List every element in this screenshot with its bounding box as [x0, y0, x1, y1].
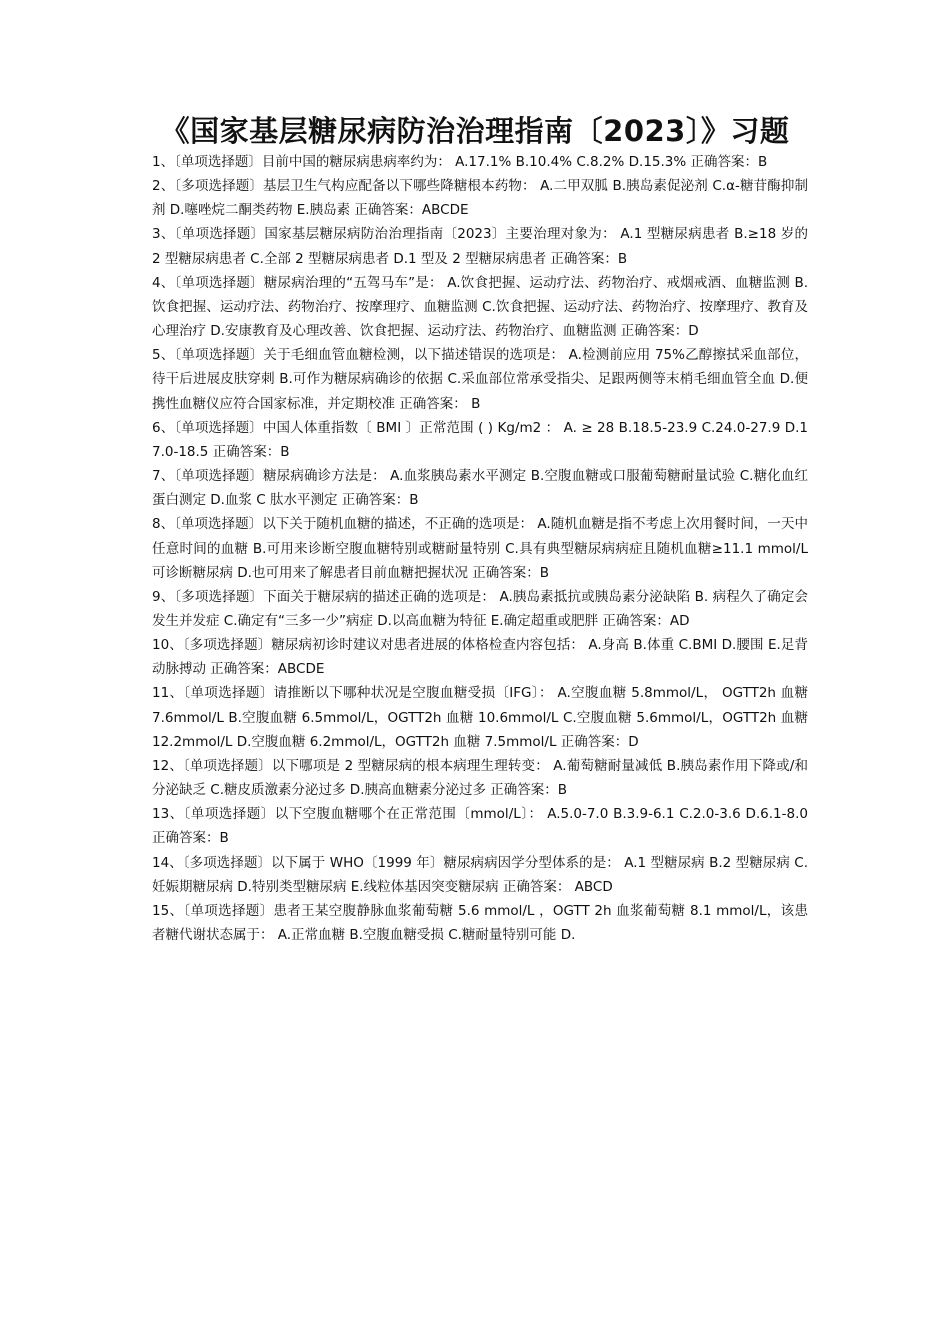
- document-title: 《国家基层糖尿病防治治理指南〔2023〕》习题: [160, 114, 790, 149]
- question-item: 6、〔单项选择题〕中国人体重指数〔 BMI 〕正常范围 ( ) Kg/m2 ： A. ≥ 28 B.18.5-23.9 C.24.0-27.9 D.17.0-18.5 正确答案：B: [152, 419, 808, 460]
- question-item: 5、〔单项选择题〕关于毛细血管血糖检测，以下描述错误的选项是： A.检测前应用 75%乙醇擦拭采血部位，待干后进展皮肤穿刺 B.可作为糖尿病确诊的依据 C.采血部位常承受指尖、足跟两侧等末梢毛细血管全血 D.便携性血糖仪应符合国家标准，并定期校准 正确答案： B: [152, 347, 808, 412]
- question-item: 12、〔单项选择题〕以下哪项是 2 型糖尿病的根本病理生理转变： A.葡萄糖耐量减低 B.胰岛素作用下降或/和分泌缺乏 C.糖皮质激素分泌过多 D.胰高血糖素分泌过多 正确答案：B: [152, 757, 808, 799]
- question-item: 2、〔多项选择题〕基层卫生气构应配备以下哪些降糖根本药物： A.二甲双胍 B.胰岛素促泌剂 C.α-糖苷酶抑制剂 D.噻唑烷二酮类药物 E.胰岛素 正确答案：ABCDE: [152, 178, 808, 219]
- question-item: 11、〔单项选择题〕请推断以下哪种状况是空腹血糖受损〔IFG〕： A.空腹血糖 5.8mmol/L， OGTT2h 血糖 7.6mmol/L B.空腹血糖 6.5mmol/L，OGTT2h 血糖 10.6mmol/L C.空腹血糖 5.6mmol/L，OGTT2h 血糖 12.2mmol/L D.空腹血糖 6.2mmol/L，OGTT2h 血糖 7.5mmol/L 正确答案：D: [152, 685, 808, 750]
- question-item: 9、〔多项选择题〕下面关于糖尿病的描述正确的选项是： A.胰岛素抵抗或胰岛素分泌缺陷 B. 病程久了确定会发生并发症 C.确定有“三多一少”病症 D.以高血糖为特征 E.确定超重或肥胖 正确答案：AD: [152, 588, 808, 629]
- question-item: 1、〔单项选择题〕目前中国的糖尿病患病率约为： A.17.1% B.10.4% C.8.2% D.15.3% 正确答案：B: [152, 154, 768, 170]
- question-item: 10、〔多项选择题〕糖尿病初诊时建议对患者进展的体格检查内容包括： A.身高 B.体重 C.BMI D.腰围 E.足背动脉搏动 正确答案：ABCDE: [152, 637, 808, 678]
- question-list: [152, 150, 808, 947]
- question-item: 13、〔单项选择题〕以下空腹血糖哪个在正常范围〔mmol/L〕： A.5.0-7.0 B.3.9-6.1 C.2.0-3.6 D.6.1-8.0 正确答案：B: [152, 806, 808, 847]
- question-item: 4、〔单项选择题〕糖尿病治理的“五驾马车”是： A.饮食把握、运动疗法、药物治疗、戒烟戒酒、血糖监测 B.饮食把握、运动疗法、药物治疗、按摩理疗、血糖监测 C.饮食把握、运动疗法、药物治疗、按摩理疗、教育及心理治疗 D.安康教育及心理改善、饮食把握、运动疗法、药物治疗、血糖监测 正确答案：D: [152, 274, 808, 340]
- question-item: 8、〔单项选择题〕以下关于随机血糖的描述，不正确的选项是： A.随机血糖是指不考虑上次用餐时间，一天中任意时间的血糖 B.可用来诊断空腹血糖特别或糖耐量特别 C.具有典型糖尿病病症且随机血糖≥11.1 mmol/L 可诊断糖尿病 D.也可用来了解患者目前血糖把握状况 正确答案：B: [152, 516, 808, 581]
- question-item: 3、〔单项选择题〕国家基层糖尿病防治治理指南〔2023〕主要治理对象为： A.1 型糖尿病患者 B.≥18 岁的 2 型糖尿病患者 C.全部 2 型糖尿病患者 D.1 型及 2 型糖尿病患者 正确答案：B: [152, 226, 808, 267]
- question-item: 15、〔单项选择题〕患者王某空腹静脉血浆葡萄糖 5.6 mmol/L ，OGTT 2h 血浆葡萄糖 8.1 mmol/L，该患者糖代谢状态属于： A.正常血糖 B.空腹血糖受损 C.糖耐量特别可能 D.: [152, 902, 808, 943]
- question-item: 7、〔单项选择题〕糖尿病确诊方法是： A.血浆胰岛素水平测定 B.空腹血糖或口服葡萄糖耐量试验 C.糖化血红蛋白测定 D.血浆 C 肽水平测定 正确答案：B: [152, 468, 808, 509]
- question-item: 14、〔多项选择题〕以下属于 WHO〔1999 年〕糖尿病病因学分型体系的是： A.1 型糖尿病 B.2 型糖尿病 C.妊娠期糖尿病 D.特别类型糖尿病 E.线粒体基因突变糖尿病 正确答案： ABCD: [152, 854, 808, 895]
